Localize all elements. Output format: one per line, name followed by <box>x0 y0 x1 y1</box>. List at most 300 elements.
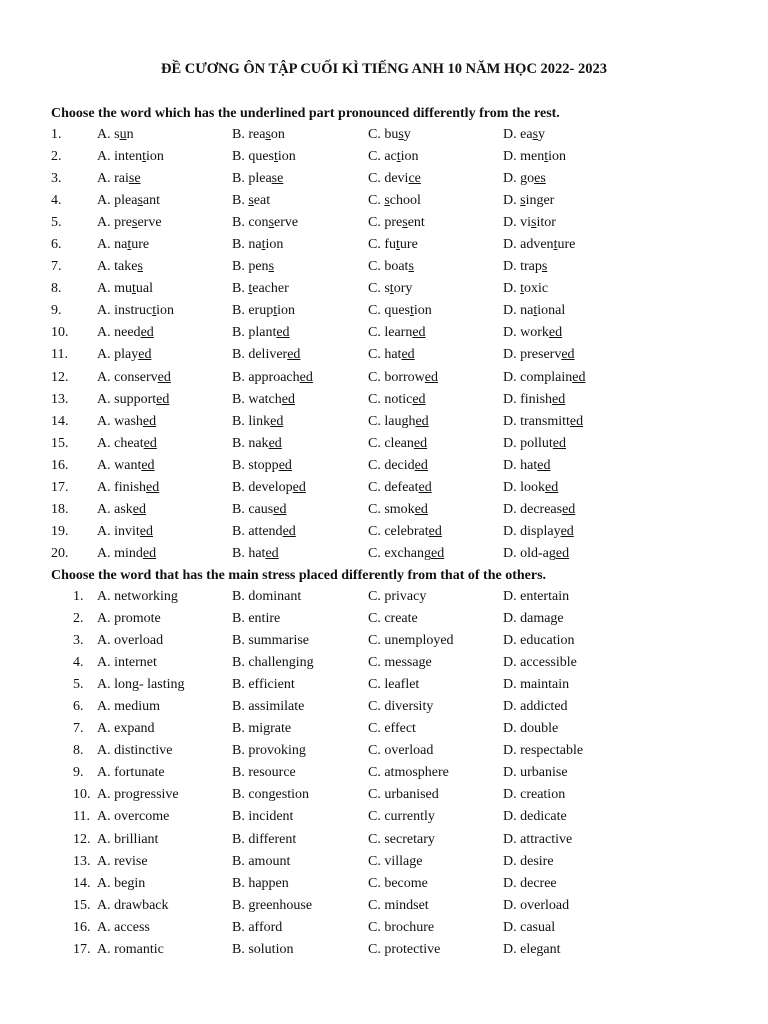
option-c <box>368 259 414 275</box>
option-prefix: C. <box>368 435 385 451</box>
question-number: 5. <box>73 677 84 693</box>
underlined-part: ed <box>140 325 154 341</box>
option-a: A. distinctive <box>97 743 173 759</box>
word-part: plant <box>248 325 277 341</box>
underlined-part: ed <box>428 523 442 539</box>
underlined-part: t <box>553 237 558 253</box>
underlined-part: s <box>541 259 548 275</box>
word-part: boat <box>384 259 409 275</box>
option-b: B. different <box>232 831 297 847</box>
question-row <box>0 325 768 347</box>
option-b <box>232 303 295 319</box>
option-prefix: B. <box>232 127 249 142</box>
question-number: 9. <box>73 765 84 781</box>
underlined-part: ed <box>142 545 157 561</box>
option-d: D. dedicate <box>503 809 567 825</box>
word-part: pre <box>384 215 403 231</box>
underlined-part: s <box>532 127 539 142</box>
option-prefix: C. <box>368 259 385 275</box>
word-part: chool <box>389 193 421 209</box>
option-prefix: B. <box>232 501 249 517</box>
underlined-part: ed <box>555 545 570 561</box>
option-b <box>232 127 285 143</box>
word-part: inger <box>525 193 555 209</box>
word-part: preserv <box>520 347 562 363</box>
option-a <box>97 237 149 253</box>
underlined-part: t <box>396 149 401 165</box>
option-b <box>232 281 289 297</box>
word-part: ques <box>248 149 275 165</box>
question-number: 13. <box>73 853 91 869</box>
option-b <box>232 347 300 363</box>
option-prefix: B. <box>232 523 249 539</box>
option-d <box>503 215 556 231</box>
question-row <box>0 876 768 898</box>
underlined-part: t <box>533 303 538 319</box>
option-prefix: A. <box>97 347 115 363</box>
underlined-part: t <box>520 281 525 297</box>
question-row <box>0 370 768 392</box>
word-part: ent <box>407 215 425 231</box>
option-prefix: A. <box>97 149 115 165</box>
option-d <box>503 127 545 143</box>
option-prefix: D. <box>503 127 521 142</box>
option-c <box>368 370 438 386</box>
option-prefix: B. <box>232 149 249 165</box>
word-part: ion <box>548 149 567 165</box>
option-prefix: C. <box>368 325 385 341</box>
question-row <box>0 589 768 611</box>
option-a <box>97 171 141 187</box>
underlined-part: es <box>534 171 546 187</box>
word-part: ion <box>146 149 164 165</box>
word-part: ion <box>156 303 175 319</box>
underlined-part: ed <box>292 479 306 495</box>
option-d <box>503 259 547 275</box>
underlined-part: s <box>402 215 408 231</box>
option-prefix: A. <box>97 215 115 231</box>
option-a: A. expand <box>97 721 155 737</box>
option-prefix: A. <box>97 435 115 451</box>
underlined-part: t <box>132 281 136 297</box>
option-prefix: A. <box>97 303 115 319</box>
word-part: notic <box>384 391 413 407</box>
question-number: 4. <box>51 193 62 209</box>
word-part: learn <box>384 325 413 341</box>
option-a: A. drawback <box>97 897 169 913</box>
option-a <box>97 524 153 540</box>
word-part: ure <box>557 237 576 253</box>
option-b: B. resource <box>232 765 296 781</box>
option-prefix: B. <box>232 435 249 451</box>
word-part: ory <box>393 281 413 297</box>
word-part: old-ag <box>520 545 556 561</box>
underlined-part: ed <box>142 413 157 429</box>
section1-heading: Choose the word which has the underlined part pronounced differently from the rest. <box>51 106 560 121</box>
question-number: 19. <box>51 523 69 539</box>
underlined-part: ed <box>412 391 426 407</box>
underlined-part: ed <box>287 347 301 363</box>
option-d <box>503 414 583 430</box>
word-part: link <box>248 413 271 429</box>
option-d <box>503 524 574 540</box>
word-part: plea <box>248 171 272 187</box>
word-part: want <box>114 457 142 473</box>
word-part: bu <box>384 127 399 142</box>
question-row <box>0 787 768 809</box>
option-a <box>97 392 169 408</box>
option-prefix: B. <box>232 369 249 385</box>
option-b <box>232 414 283 430</box>
option-c: C. mindset <box>368 897 429 913</box>
option-prefix: B. <box>232 215 249 231</box>
word-part: attend <box>248 523 283 539</box>
word-part: look <box>520 479 546 495</box>
underlined-part: s <box>398 127 404 142</box>
word-part: decid <box>384 457 415 473</box>
option-prefix: C. <box>368 457 385 473</box>
word-part: watch <box>248 391 282 407</box>
word-part: conserv <box>114 369 158 385</box>
option-c <box>368 347 415 363</box>
option-c <box>368 193 421 209</box>
option-b <box>232 458 292 474</box>
option-b: B. congestion <box>232 787 309 803</box>
question-row <box>0 237 768 259</box>
option-d <box>503 480 558 496</box>
word-part: ion <box>413 303 432 319</box>
underlined-part: ed <box>268 435 282 451</box>
option-c <box>368 458 428 474</box>
question-number: 17. <box>51 479 69 495</box>
option-d: D. desire <box>503 853 554 869</box>
option-prefix: C. <box>368 413 385 429</box>
word-part: take <box>114 259 138 275</box>
underlined-part: ce <box>408 171 421 187</box>
option-c: C. become <box>368 875 428 891</box>
option-d: D. entertain <box>503 589 570 604</box>
option-prefix: A. <box>97 171 115 187</box>
option-c <box>368 546 444 562</box>
question-number: 7. <box>51 259 62 275</box>
option-a: A. begin <box>97 875 146 891</box>
question-number: 6. <box>73 699 84 715</box>
option-d <box>503 303 565 319</box>
question-number: 16. <box>51 457 69 473</box>
option-prefix: C. <box>368 149 385 165</box>
option-a: A. overload <box>97 633 164 649</box>
option-prefix: A. <box>97 479 115 495</box>
word-part: defeat <box>384 479 419 495</box>
underlined-part: ed <box>156 391 170 407</box>
word-part: develop <box>248 479 293 495</box>
underlined-part: se <box>271 171 284 187</box>
underlined-part: ed <box>562 501 576 517</box>
option-a <box>97 325 154 341</box>
underlined-part: s <box>268 259 275 275</box>
option-prefix: D. <box>503 215 521 231</box>
question-row <box>0 259 768 281</box>
word-part: ure <box>131 237 150 253</box>
word-part: smok <box>384 501 415 517</box>
option-d: D. elegant <box>503 941 561 957</box>
option-b <box>232 502 286 518</box>
underlined-part: ed <box>143 435 157 451</box>
option-prefix: D. <box>503 523 521 539</box>
option-a: A. revise <box>97 853 148 869</box>
word-part: s <box>384 281 390 297</box>
option-d: D. creation <box>503 787 566 803</box>
underlined-part: ed <box>138 347 152 363</box>
underlined-part: ed <box>146 479 160 495</box>
option-prefix: C. <box>368 237 385 253</box>
option-d: D. casual <box>503 919 556 935</box>
question-row <box>0 832 768 854</box>
underlined-part: s <box>248 193 254 209</box>
option-d: D. overload <box>503 897 570 913</box>
underlined-part: ed <box>278 457 292 473</box>
option-c: C. message <box>368 655 432 671</box>
underlined-part: ed <box>415 413 429 429</box>
underlined-part: ed <box>265 545 279 561</box>
option-prefix: A. <box>97 413 115 429</box>
option-prefix: C. <box>368 193 385 209</box>
option-c <box>368 502 428 518</box>
option-b: B. dominant <box>232 589 302 604</box>
underlined-part: ed <box>299 369 313 385</box>
option-a: A. medium <box>97 699 160 715</box>
word-part: men <box>520 149 545 165</box>
word-part: deliver <box>248 347 288 363</box>
option-c <box>368 414 429 430</box>
underlined-part: ed <box>273 501 287 517</box>
word-part: n <box>126 127 134 142</box>
option-prefix: B. <box>232 479 249 495</box>
option-a <box>97 436 157 452</box>
option-b <box>232 215 298 231</box>
option-c: C. overload <box>368 743 434 759</box>
question-row <box>0 677 768 699</box>
option-c: C. secretary <box>368 831 435 847</box>
question-number: 10. <box>73 787 91 803</box>
option-prefix: B. <box>232 457 249 473</box>
question-row <box>0 920 768 942</box>
option-b: B. summarise <box>232 633 309 649</box>
underlined-part: t <box>248 281 253 297</box>
word-part: y <box>403 127 411 142</box>
option-b: B. assimilate <box>232 699 305 715</box>
option-b <box>232 237 283 253</box>
option-a <box>97 127 134 143</box>
option-b: B. entire <box>232 611 281 627</box>
option-c: C. protective <box>368 941 441 957</box>
underlined-part: ed <box>414 457 428 473</box>
question-row <box>0 942 768 964</box>
word-part: devi <box>384 171 409 187</box>
word-part: ea <box>520 127 533 142</box>
option-a <box>97 502 146 518</box>
option-b: B. afford <box>232 919 283 935</box>
underlined-part: s <box>520 193 526 209</box>
question-number: 5. <box>51 215 62 231</box>
word-part: erup <box>248 303 274 319</box>
underlined-part: t <box>142 149 147 165</box>
underlined-part: t <box>273 303 278 319</box>
word-part: finish <box>114 479 147 495</box>
question-number: 8. <box>51 281 62 297</box>
option-d: D. addicted <box>503 699 568 715</box>
option-prefix: D. <box>503 259 521 275</box>
option-prefix: D. <box>503 149 521 165</box>
option-prefix: A. <box>97 325 115 341</box>
word-part: wash <box>114 413 143 429</box>
option-prefix: D. <box>503 193 521 209</box>
word-part: hat <box>248 545 266 561</box>
word-part: approach <box>248 369 300 385</box>
option-c: C. create <box>368 611 418 627</box>
question-number: 7. <box>73 721 84 737</box>
word-part: ant <box>142 193 161 209</box>
question-number: 11. <box>51 347 68 363</box>
word-part: erve <box>274 215 299 231</box>
option-a <box>97 303 174 319</box>
underlined-part: t <box>396 237 400 253</box>
question-row <box>0 809 768 831</box>
underlined-part: s <box>137 259 143 275</box>
option-b <box>232 171 283 187</box>
underlined-part: ed <box>282 523 296 539</box>
word-part: finish <box>520 391 553 407</box>
option-prefix: C. <box>368 215 385 231</box>
option-c: C. atmosphere <box>368 765 449 781</box>
option-b <box>232 436 282 452</box>
underlined-part: ed <box>132 501 147 517</box>
underlined-part: ed <box>412 325 426 341</box>
option-a: A. internet <box>97 655 157 671</box>
option-prefix: C. <box>368 347 385 363</box>
question-row <box>0 480 768 502</box>
option-b <box>232 392 295 408</box>
underlined-part: se <box>128 171 141 187</box>
question-row <box>0 303 768 325</box>
option-prefix: D. <box>503 501 521 517</box>
question-number: 11. <box>73 809 90 825</box>
word-part: work <box>520 325 549 341</box>
option-d <box>503 347 575 363</box>
option-prefix: D. <box>503 545 521 561</box>
word-part: na <box>248 237 262 253</box>
option-prefix: A. <box>97 369 115 385</box>
underlined-part: ed <box>276 325 290 341</box>
question-number: 9. <box>51 303 62 319</box>
option-d: D. decree <box>503 875 557 891</box>
underlined-part: ed <box>141 457 155 473</box>
option-a <box>97 215 162 231</box>
question-number: 15. <box>73 897 91 913</box>
option-d: D. respectable <box>503 743 584 759</box>
option-prefix: C. <box>368 479 385 495</box>
option-prefix: C. <box>368 127 385 142</box>
option-prefix: C. <box>368 303 385 319</box>
option-d <box>503 436 566 452</box>
question-row <box>0 633 768 655</box>
option-prefix: D. <box>503 369 521 385</box>
option-b: B. amount <box>232 853 291 869</box>
option-a: A. long- lasting <box>97 677 185 693</box>
option-a: A. promote <box>97 611 161 627</box>
word-part: celebrat <box>384 523 429 539</box>
word-part: caus <box>248 501 274 517</box>
option-prefix: A. <box>97 457 115 473</box>
underlined-part: s <box>408 259 414 275</box>
underlined-part: s <box>384 193 390 209</box>
underlined-part: ed <box>157 369 171 385</box>
option-b <box>232 149 296 165</box>
option-c: C. urbanised <box>368 787 439 803</box>
word-part: clean <box>384 435 414 451</box>
option-prefix: C. <box>368 369 385 385</box>
option-a <box>97 259 143 275</box>
option-c: C. currently <box>368 809 435 825</box>
option-prefix: A. <box>97 391 115 407</box>
word-part: ional <box>537 303 566 319</box>
underlined-part: t <box>544 149 549 165</box>
option-b: B. solution <box>232 941 294 957</box>
document-title: ĐỀ CƯƠNG ÔN TẬP CUỐI KÌ TIẾNG ANH 10 NĂM HỌC 2022- 2023 <box>160 61 608 77</box>
underlined-part: t <box>261 237 266 253</box>
word-part: pre <box>114 215 133 231</box>
word-part: con <box>248 215 269 231</box>
word-part: complain <box>520 369 573 385</box>
underlined-part: ed <box>401 347 415 363</box>
word-part: ac <box>384 149 397 165</box>
option-b <box>232 546 279 562</box>
option-b: B. provoking <box>232 743 306 759</box>
underlined-part: s <box>132 215 138 231</box>
option-prefix: B. <box>232 193 249 209</box>
word-part: transmitt <box>520 413 570 429</box>
underlined-part: s <box>531 215 537 231</box>
word-part: inten <box>114 149 143 165</box>
option-d <box>503 237 575 253</box>
option-c <box>368 303 432 319</box>
option-a: A. networking <box>97 589 178 604</box>
underlined-part: ed <box>424 369 438 385</box>
option-c: C. village <box>368 853 423 869</box>
option-prefix: B. <box>232 281 249 297</box>
word-part: need <box>114 325 141 341</box>
option-b: B. efficient <box>232 677 295 693</box>
word-part: trap <box>520 259 542 275</box>
question-row <box>0 127 768 149</box>
option-c: C. brochure <box>368 919 435 935</box>
question-row <box>0 149 768 171</box>
word-part: ion <box>277 303 296 319</box>
word-part: eacher <box>252 281 289 297</box>
option-prefix: C. <box>368 281 385 297</box>
word-part: support <box>114 391 157 407</box>
option-b <box>232 370 313 386</box>
underlined-part: s <box>268 215 275 231</box>
word-part: ual <box>135 281 154 297</box>
option-prefix: C. <box>368 523 385 539</box>
option-d: D. accessible <box>503 655 577 671</box>
option-prefix: B. <box>232 237 249 253</box>
question-row <box>0 765 768 787</box>
underlined-part: ed <box>414 501 428 517</box>
underlined-part: ed <box>270 413 284 429</box>
question-row <box>0 655 768 677</box>
